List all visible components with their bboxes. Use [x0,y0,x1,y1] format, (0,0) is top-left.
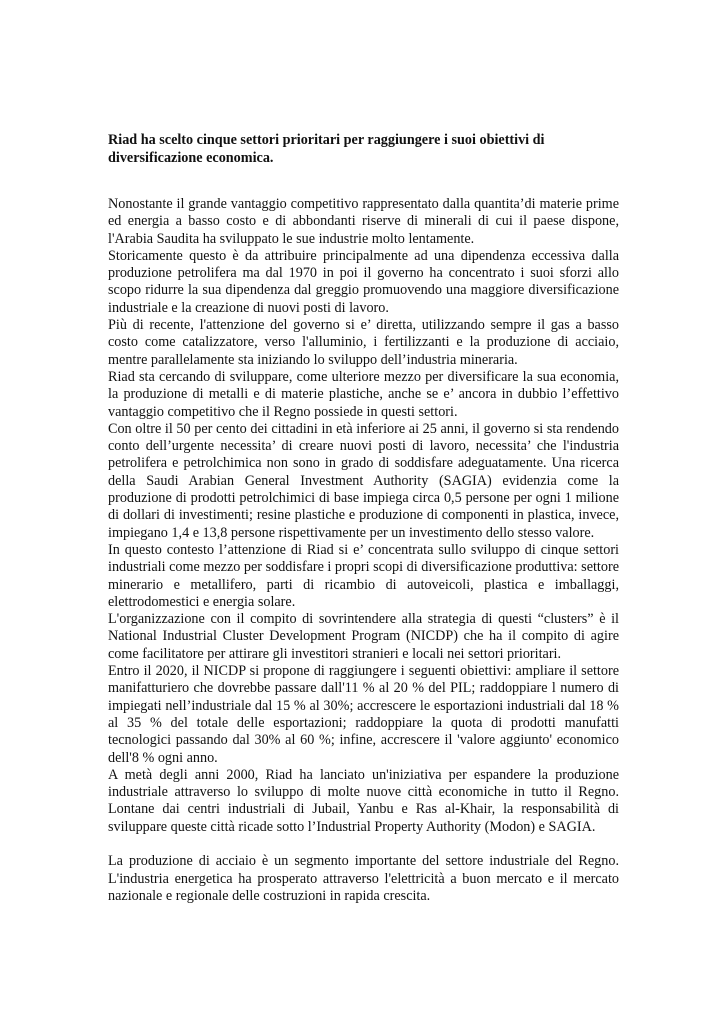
paragraph: A metà degli anni 2000, Riad ha lanciato un'iniziativa per espandere la produzione industriale attraverso lo sviluppo di molte nuove città economiche in tutto il Regno. Lontane dai centri industriali di Jubail, Yanbu e Ras al-Khair, la responsabilità di sviluppare queste città ricade sotto l’Industrial Property Authority (Modon) e SAGIA. [108,766,619,835]
paragraph: Riad sta cercando di sviluppare, come ulteriore mezzo per diversificare la sua economia, la produzione di metalli e di materie plastiche, anche se e’ ancora in dubbio l’effettivo vantaggio competitivo che il Regno possiede in questi settori. [108,368,619,420]
document-title: Riad ha scelto cinque settori prioritari per raggiungere i suoi obiettivi di diversificazione economica. [108,132,545,166]
paragraph: L'organizzazione con il compito di sovrintendere alla strategia di questi “clusters” è il National Industrial Cluster Development Program (NICDP) che ha il compito di agire come facilitatore per attirare gli investitori stranieri e locali nei settori prioritari. [108,611,619,662]
paragraph: Con oltre il 50 per cento dei cittadini in età inferiore ai 25 anni, il governo si sta rendendo conto dell’urgente necessita’ di creare nuovi posti di lavoro, necessita’ che l'industria petrolifera e petrolchimica non sono in grado di soddisfare adeguatamente. Una ricerca della Saudi Arabian General Investment Authority (SAGIA) evidenzia come la produzione di prodotti petrolchimici di base impiega circa 0,5 persone per ogni 1 milione di dollari di investimenti; resine plastiche e produzione di componenti in plastica, invece, impiegano 1,4 e 13,8 persone rispettivamente per un investimento dello stesso valore. [108,420,619,541]
document-body [108,196,619,905]
paragraph: La produzione di acciaio è un segmento importante del settore industriale del Regno. L'industria energetica ha prosperato attraverso l'elettricità a buon mercato e il mercato nazionale e regionale delle costruzioni in rapida crescita. [108,853,619,904]
paragraph: Entro il 2020, il NICDP si propone di raggiungere i seguenti obiettivi: ampliare il settore manifatturiero che dovrebbe passare dall'11 % al 20 % del PIL; raddoppiare l numero di impiegati nell’industriale dal 15 % al 30%; accrescere le esportazioni industriali dal 18 % al 35 % del totale delle esportazioni; raddoppiare la quota di prodotti manufatti tecnologici passando dal 30% al 60 %; infine, accrescere il 'valore aggiunto' economico dell'8 % ogni anno. [108,663,619,766]
paragraph: In questo contesto l’attenzione di Riad si e’ concentrata sullo sviluppo di cinque settori industriali come mezzo per soddisfare i propri scopi di diversificazione produttiva: settore minerario e metallifero, parti di ricambio di autoveicoli, plastica e imballaggi, elettrodomestici e energia solare. [108,541,619,610]
paragraph: Più di recente, l'attenzione del governo si e’ diretta, utilizzando sempre il gas a basso costo come catalizzatore, verso l'alluminio, i fertilizzanti e la produzione di acciaio, mentre parallelamente sta iniziando lo sviluppo dell’industria mineraria. [108,317,619,368]
paragraph: Storicamente questo è da attribuire principalmente ad una dipendenza eccessiva dalla produzione petrolifera ma dal 1970 in poi il governo ha concentrato i suoi sforzi allo scopo ridurre la sua dipendenza dal greggio promuovendo una maggiore diversificazione industriale e la creazione di nuovi posti di lavoro. [108,247,619,316]
paragraph: Nonostante il grande vantaggio competitivo rappresentato dalla quantita’di materie prime ed energia a basso costo e di abbondanti riserve di minerali di cui il paese dispone, l'Arabia Saudita ha sviluppato le sue industrie molto lentamente. [108,196,619,247]
